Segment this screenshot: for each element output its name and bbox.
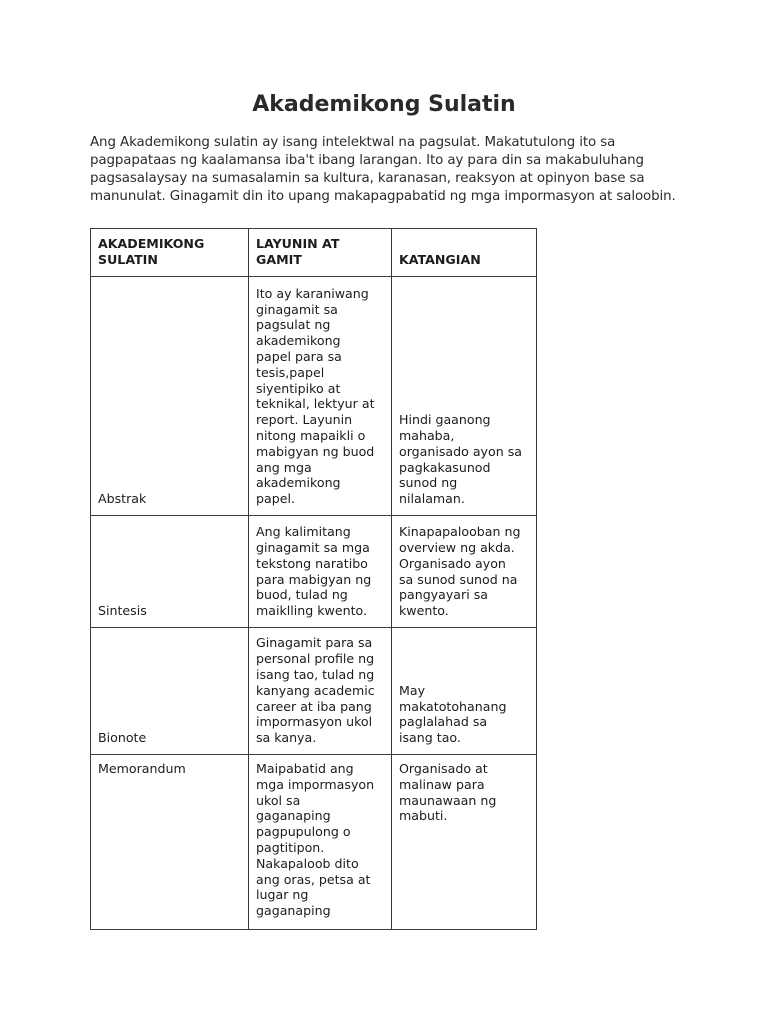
- header-layunin-at-gamit: [249, 229, 392, 277]
- cell-katangian: [392, 628, 537, 755]
- row-layunin: Ito ay karaniwang ginagamit sa pagsulat ng akademikong papel para sa tesis,papel siyentipiko at teknikal, lektyur at report. Layunin nitong mapaikli o mabigyan ng buod ang mga akademikong papel.: [256, 285, 375, 507]
- row-katangian: Hindi gaanong mahaba, organisado ayon sa pagkakasunod sunod ng nilalaman.: [399, 412, 522, 507]
- cell-name: [91, 516, 249, 628]
- row-katangian: May makatotohanang paglalahad sa isang tao.: [399, 682, 507, 746]
- row-layunin: Maipabatid ang mga impormasyon ukol sa gaganaping pagpupulong o pagtitipon. Nakapaloob dito ang oras, petsa at lugar ng gaganaping: [256, 761, 375, 919]
- cell-name: [91, 277, 249, 516]
- cell-katangian: [392, 277, 537, 516]
- row-katangian: Kinapapalooban ng overview ng akda. Organisado ayon sa sunod sunod na pangyayari sa kwento.: [399, 524, 521, 619]
- header-katangian: [392, 229, 537, 277]
- row-layunin: Ang kalimitang ginagamit sa mga tekstong naratibo para mabigyan ng buod, tulad ng maiklling kwento.: [256, 524, 372, 619]
- row-name: Memorandum: [98, 761, 186, 776]
- header-label: LAYUNIN AT GAMIT: [256, 236, 340, 268]
- header-label: KATANGIAN: [399, 252, 481, 268]
- page-title: Akademikong Sulatin: [252, 92, 516, 117]
- table-row-bionote: [91, 628, 537, 755]
- cell-name: [91, 628, 249, 755]
- row-layunin: Ginagamit para sa personal profile ng isang tao, tulad ng kanyang academic career at iba pang impormasyon ukol sa kanya.: [256, 635, 375, 746]
- cell-layunin: [249, 755, 392, 930]
- row-name: Abstrak: [98, 491, 147, 507]
- row-name: Sintesis: [98, 603, 147, 619]
- table-header-row: [91, 229, 537, 277]
- sulatin-table: [90, 228, 537, 930]
- table-row-abstrak: [91, 277, 537, 516]
- header-akademikong-sulatin: [91, 229, 249, 277]
- table-row-memorandum: [91, 755, 537, 930]
- cell-name: [91, 755, 249, 930]
- intro-paragraph: Ang Akademikong sulatin ay isang intelektwal na pagsulat. Makatutulong ito sa pagpapataas ng kaalamansa iba't ibang larangan. Ito ay para din sa makabuluhang pagsasalaysay na sumasalamin sa kultura, karanasan, reaksyon at opinyon base sa manunulat. Ginagamit din ito upang makapagpabatid ng mga impormasyon at saloobin.: [90, 135, 676, 204]
- table-row-sintesis: [91, 516, 537, 628]
- cell-layunin: [249, 516, 392, 628]
- row-katangian: Organisado at malinaw para maunawaan ng mabuti.: [399, 761, 497, 824]
- cell-layunin: [249, 628, 392, 755]
- cell-katangian: [392, 755, 537, 930]
- cell-katangian: [392, 516, 537, 628]
- row-name: Bionote: [98, 730, 147, 746]
- header-label: AKADEMIKONG SULATIN: [98, 236, 205, 268]
- cell-layunin: [249, 277, 392, 516]
